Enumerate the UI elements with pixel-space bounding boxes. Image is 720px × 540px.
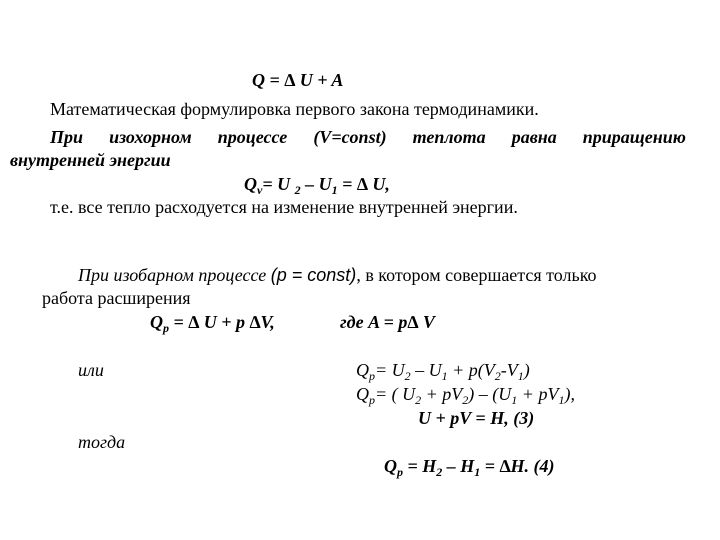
enthalpy-eq2	[356, 383, 575, 405]
heat-symbol: Q	[356, 360, 369, 380]
isochoric-note: т.е. все тепло расходуется на изменение внутренней энергии.	[50, 197, 518, 217]
formula-part: -V	[500, 360, 518, 380]
ili-word: или	[78, 360, 104, 380]
isobaric-line2: работа расширения	[42, 288, 191, 308]
subscript: 1	[441, 369, 448, 383]
isobaric-intro-rest: , в котором совершается только	[356, 265, 597, 285]
isochoric-word: равна	[511, 127, 557, 147]
formula-part: ) – (U	[468, 384, 512, 404]
heat-symbol: Q	[384, 456, 397, 476]
heat-subscript: p	[397, 465, 403, 479]
subscript: 2	[415, 393, 422, 407]
enthalpy-definition: U + pV = H, (3)	[418, 408, 535, 428]
subscript: 1	[511, 393, 518, 407]
formula-part: = ( U	[375, 384, 416, 404]
isochoric-word: (V=const)	[313, 127, 387, 147]
isobaric-condition: (p = const)	[270, 265, 357, 285]
formula-part: = U	[262, 174, 291, 194]
subscript: 1	[558, 393, 565, 407]
togda-word: тогда	[78, 432, 126, 452]
formula-part: – U	[305, 174, 332, 194]
heat-symbol: Q	[356, 384, 369, 404]
heat-symbol: Q	[244, 174, 257, 194]
isochoric-word: теплота	[412, 127, 486, 147]
isobaric-intro-italic: При изобарном процессе	[78, 265, 267, 285]
heat-subscript: p	[369, 393, 375, 407]
isochoric-statement-line2: внутренней энергии	[10, 150, 171, 170]
formula-part: + pV	[425, 384, 463, 404]
subscript: 2	[436, 465, 443, 479]
formula-part: = ∆ U,	[342, 174, 390, 194]
formula-part: + pV	[521, 384, 559, 404]
formula-part: = U	[375, 360, 405, 380]
u2-subscript: 2	[294, 183, 301, 197]
isochoric-word: процессе	[217, 127, 288, 147]
formula-part: )	[523, 360, 530, 380]
formula-part: – H	[446, 456, 475, 476]
heat-subscript: p	[369, 369, 375, 383]
isochoric-word: изохорном	[109, 127, 192, 147]
subscript: 2	[404, 369, 411, 383]
subscript: 1	[517, 369, 524, 383]
formula-part: ),	[564, 384, 575, 404]
subscript: 2	[462, 393, 469, 407]
enthalpy-eq1	[356, 359, 530, 381]
u1-subscript: 1	[331, 183, 338, 197]
heat-symbol: Q	[150, 312, 163, 332]
isobaric-formula	[150, 311, 275, 333]
work-formula: где A = p∆ V	[340, 312, 435, 332]
formula-part: = ∆ U + p ∆V,	[173, 312, 275, 332]
isochoric-formula	[244, 173, 390, 195]
formula-part: + p(V	[452, 360, 495, 380]
formula-part: = H	[407, 456, 437, 476]
heat-subscript: p	[163, 321, 169, 335]
isobaric-intro	[78, 264, 597, 286]
first-law-formula: Q = ∆ U + A	[252, 70, 344, 90]
isochoric-statement-line1	[50, 126, 686, 148]
enthalpy-heat-eq	[384, 455, 555, 477]
formula-part: = ∆H. (4)	[484, 456, 555, 476]
isochoric-word: При	[50, 127, 84, 147]
first-law-caption: Математическая формулировка первого закона термодинамики.	[50, 99, 539, 119]
subscript: 1	[474, 465, 481, 479]
formula-part: – U	[415, 360, 442, 380]
isochoric-word: приращению	[582, 127, 686, 147]
heat-subscript: v	[257, 183, 263, 197]
subscript: 2	[494, 369, 501, 383]
